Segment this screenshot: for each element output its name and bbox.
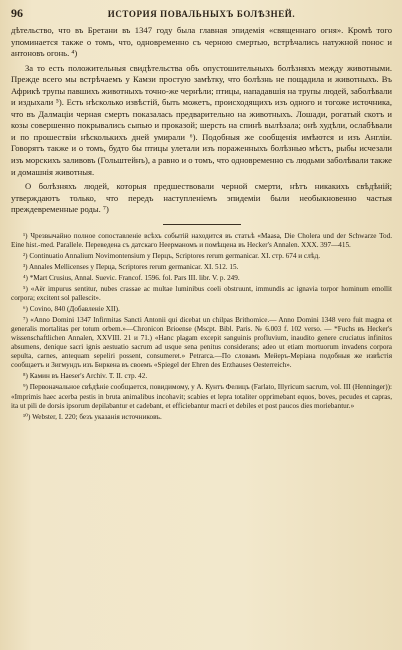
paragraph: О болѣзняхъ людей, которыя предшествовали черной смерти, нѣтъ никакихъ свѣдѣній; утверждаютъ только, что передъ наступленіемъ эпидеміи были необыкновенно частыя преждевременные роды. ⁷) bbox=[11, 181, 392, 215]
footnote-divider bbox=[163, 224, 241, 225]
footnote: ⁸) Камин въ Haeser's Archiv. Т. II. стр. 42. bbox=[23, 372, 148, 381]
page-header bbox=[11, 6, 392, 22]
paragraph: За то есть положительныя свидѣтельства объ опустошительныхъ болѣзняхъ между животными. Прежде всего мы встрѣчаемъ у Камзи простую замѣтку, что болѣзнь не пощадила и животныхъ. Въ Африкѣ трупы павшихъ животныхъ точно-же чернѣли; птицы, нападавшія на трупы людей, заболѣвали и издыхали ⁵). Есть нѣсколько извѣстій, быть можетъ, происходящихъ изъ одного и тогоже источника, что въ Далмаціи черная смерть показалась предварительно на животныхъ. Лошади, рогатый скотъ и козы совершенно покрывались сыпью и проказой; шерсть на спинѣ вылѣзала; онѣ худѣли, ослабѣвали и по прошествіи нѣсколькихъ дней умирали ⁶). Подобныя же сообщенія имѣются и изъ Англіи. Говорятъ также и о томъ, будто бы птицы улетали изъ пораженныхъ болѣзнью мѣстъ, рыбы исчезали изъ морскихъ заливовъ (Гольштейнъ), а равно и о томъ, что одновременно съ людьми заболѣвали также и домашнія животныя. bbox=[11, 62, 392, 177]
footnote: ¹) Чрезвычайно полное сопоставленіе всѣхъ событій находится въ статьѣ «Maasa, Die Cholera und der Schwarze Tod. Eine hist.-med. Parallele. Переведена съ датскаго Нееpманомъ и помѣщена въ Hecker's Annalen. XXX. 397—415. bbox=[11, 231, 392, 249]
paragraph: дѣтельство, что въ Бретани въ 1347 году была главная эпидемія «священнаго огня». Кромѣ того упоминается также о томъ, что, одновременно съ черною смертью, встрѣчались натужной понос и антоновъ огонь. ⁴) bbox=[11, 25, 392, 59]
footnote: ⁴) *Mart Crusius, Annal. Suevic. Francof. 1596. fol. Pars III. libr. V. p. 249. bbox=[23, 273, 240, 282]
footnote: ¹⁰) Webster, I. 220; безъ указанія источниковъ. bbox=[23, 412, 162, 421]
footnote: ⁶) Covino, 840 (Добавленіе XII). bbox=[23, 305, 120, 314]
footnote: ⁹) Первоначальное свѣдѣніе сообщается, повидимому, у А. Кунтъ Фелицъ (Farlato, Illyricum sacrum, vol. III (Henninger)): «Imprimis haec acerba pestis in bruta animalibus incohavit; scabies et lepra totaliter opprimebant equos, boves, pecudes et capras, ita ut pili de dorsis ipsorum depilabantur et cadebant, et efficiebantur macri et debiles et post paucos dies moriebantur.» bbox=[11, 383, 392, 410]
footnote: ²) Continuatio Annalium Novimontensium у Перцъ, Scriptores rerum germanicar. XI. стр. 674 и слѣд. bbox=[23, 251, 321, 260]
page-number: 96 bbox=[11, 6, 23, 20]
footnote: ⁷) «Anno Domini 1347 Infirmitas Sancti Antonii qui dicebat un chilpas Brithomice.— Anno Domini 1348 vero fuit magna et generalis mortalitas per totum orbem.»—Chronicon Brioense (Mscpt. Bibl. Paris. № 6.003 f. 102 verso. — *Fuchs въ Hecker's wissenschaftlichen Annalen, XXVIII. 21 и 71.) «Hanc plagam excepit sanguinis profluvium, inaudito genere cruciatus infinitos absumens, denique sacri ignis aestuatio sacrum ad usque sena penitus considerans; adeo ut etiam mortuorum invadens corpora sepulta, carnes, antequam sepeliri possent, consumeret.» Petrarca.—По словамъ Мейеръ-Мерiана подобныя же извѣстія сообщаетъ и Зигмундъ изъ Биркена въ своемъ «Spiegel der Ehren des Erzhauses Oesterreich». bbox=[11, 316, 392, 370]
footnote: ⁵) «Aёr impurus sentitur, nubes crassae ac multae luminibus coeli obstruunt, immundis ac ignavia torpor hominum emollit corpora; excitent sol pallescit». bbox=[11, 284, 392, 303]
footnotes bbox=[11, 232, 392, 422]
running-title: ИСТОРИЯ ПОВАЛЬНЫХЪ БОЛѢЗНЕЙ. bbox=[107, 9, 296, 19]
main-text bbox=[11, 25, 392, 216]
footnote: ³) Annales Mellicenses у Перца, Scriptores rerum germanicar. XI. 512. 15. bbox=[23, 262, 239, 271]
